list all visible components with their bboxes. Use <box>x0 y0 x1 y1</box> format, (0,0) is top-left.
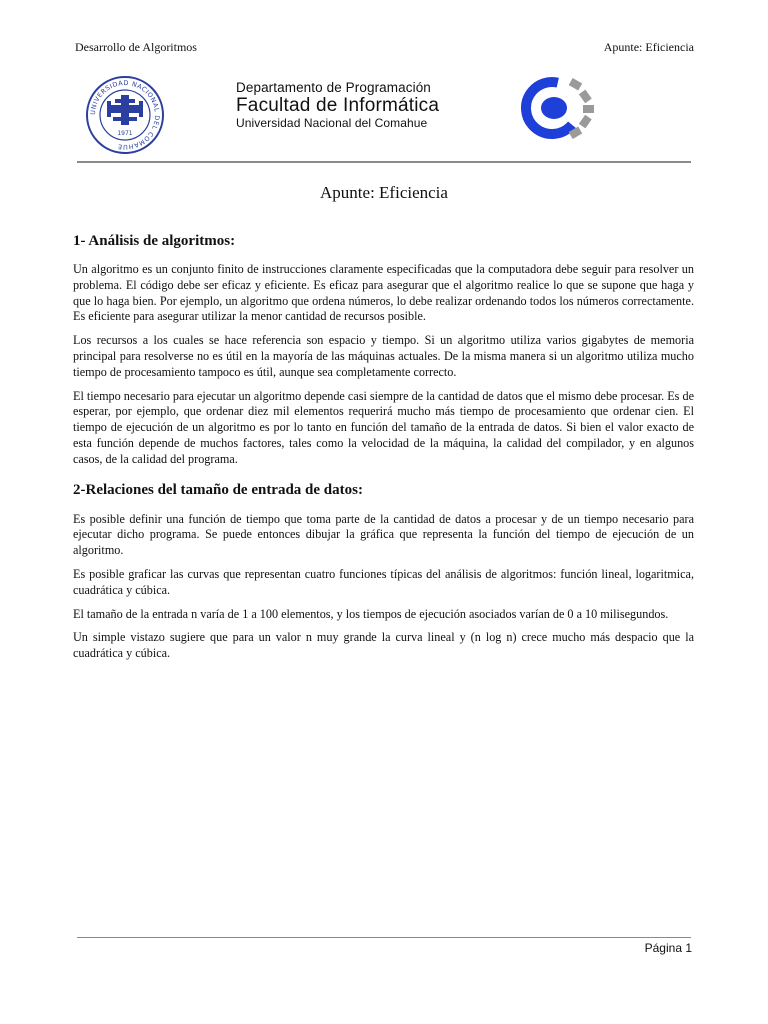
faculty-name: Facultad de Informática <box>236 95 440 116</box>
svg-text:1971: 1971 <box>117 130 133 137</box>
section-1-paragraph-2: Los recursos a los cuales se hace referencia son espacio y tiempo. Si un algoritmo utiliza varios gigabytes de memoria principal para resolverse no es útil en la mayoría de las máquinas actuales. De la misma manera si un algoritmo utiliza mucho tiempo de procesamiento tampoco es útil, aunque sea completamente correcto. <box>73 333 694 379</box>
section-2-paragraph-4: Un simple vistazo sugiere que para un valor n muy grande la curva lineal y (n log n) crece mucho más despacio que la cuadrática y cúbica. <box>73 630 694 661</box>
footer-divider <box>77 937 691 938</box>
svg-text:UNIVERSIDAD NACIONAL DEL COMAH: UNIVERSIDAD NACIONAL DEL COMAHUE <box>88 78 162 152</box>
section-1-paragraph-3: El tiempo necesario para ejecutar un algoritmo depende casi siempre de la cantidad de datos que el mismo debe procesar. Es de esperar, por ejemplo, que ordenar diez mil elementos requerirá mucho más tiempo de procesamiento que ordenar cien. El tiempo de ejecución de un algoritmo es por lo tanto en función del tamaño de la entrada de datos. Si bien el valor exacto de esta función depende de muchos factores, tales como la velocidad de la máquina, la calidad del compilador, y en algunos casos, de la calidad del programa. <box>73 388 694 466</box>
running-header-left: Desarrollo de Algoritmos <box>75 40 197 54</box>
page-number: Página 1 <box>644 941 692 955</box>
document-title: Apunte: Eficiencia <box>320 183 448 202</box>
faculty-logo-icon <box>514 75 600 141</box>
institution-block <box>236 80 466 130</box>
university-seal-icon <box>85 75 165 155</box>
section-2-paragraph-1: Es posible definir una función de tiempo que toma parte de la cantidad de datos a procesar y de un tiempo necesario para ejecutar dicho programa. Se puede entonces dibujar la gráfica que representa la función del tiempo de ejecución de un algoritmo. <box>73 511 694 558</box>
department-name: Departamento de Programación <box>236 80 431 95</box>
section-heading-2: 2-Relaciones del tamaño de entrada de datos: <box>73 481 363 498</box>
section-heading-1: 1- Análisis de algoritmos: <box>73 233 236 249</box>
university-name: Universidad Nacional del Comahue <box>236 116 428 130</box>
document-body <box>73 232 694 670</box>
header-divider <box>77 161 691 163</box>
section-2-paragraph-3: El tamaño de la entrada n varía de 1 a 100 elementos, y los tiempos de ejecución asociados varían de 0 a 10 milisegundos. <box>73 606 669 621</box>
section-1-paragraph-1: Un algoritmo es un conjunto finito de instrucciones claramente especificadas que la computadora debe seguir para resolver un problema. El código debe ser eficaz y eficiente. Es eficaz para asegurar que el algoritmo realice lo que se supone que haga y que lo haga bien. Por ejemplo, un algoritmo que ordena números, lo debe realizar ordenando todos los números correctamente. Es eficiente para asegurar utilizar la menor cantidad de recursos posible. <box>73 262 694 324</box>
running-header-right: Apunte: Eficiencia <box>603 40 694 54</box>
section-2-paragraph-2: Es posible graficar las curvas que representan cuatro funciones típicas del análisis de algoritmos: función lineal, logaritmica, cuadrática y cúbica. <box>73 566 694 597</box>
